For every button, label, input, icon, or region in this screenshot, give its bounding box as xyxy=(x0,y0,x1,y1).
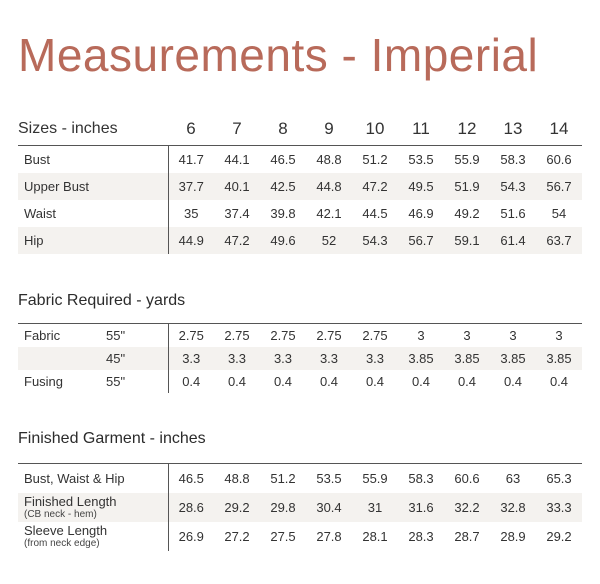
cell-value: 27.5 xyxy=(270,529,296,544)
cell-value: 2.75 xyxy=(168,324,214,348)
cell-value: 54 xyxy=(551,206,567,221)
cell-value: 51.2 xyxy=(352,146,398,174)
cell-value: 27.2 xyxy=(224,529,250,544)
table-row xyxy=(18,370,582,393)
cell-value: 53.5 xyxy=(398,146,444,174)
table-row xyxy=(18,522,582,551)
fabric-width: 45" xyxy=(106,347,168,370)
cell-value: 0.4 xyxy=(457,374,477,389)
cell-value: 3.3 xyxy=(214,347,260,370)
finished-heading: Finished Garment - inches xyxy=(18,430,206,447)
cell-value: 41.7 xyxy=(168,146,214,174)
row-label: Waist xyxy=(18,200,168,227)
size-header: 9 xyxy=(324,119,334,138)
cell-value: 51.2 xyxy=(260,464,306,494)
cell-value: 49.2 xyxy=(454,206,480,221)
table-row xyxy=(18,493,582,522)
cell-value: 49.5 xyxy=(398,173,444,200)
cell-value: 48.8 xyxy=(214,464,260,494)
cell-value: 35 xyxy=(184,206,199,221)
cell-value: 54.3 xyxy=(490,173,536,200)
cell-value: 39.8 xyxy=(270,206,296,221)
cell-value: 29.2 xyxy=(546,529,572,544)
cell-value: 29.8 xyxy=(260,493,306,522)
fabric-table xyxy=(18,323,582,393)
cell-value: 3.3 xyxy=(260,347,306,370)
cell-value: 32.2 xyxy=(444,493,490,522)
cell-value: 46.9 xyxy=(408,206,434,221)
cell-value: 61.4 xyxy=(490,227,536,254)
size-header: 10 xyxy=(365,119,385,138)
cell-value: 27.8 xyxy=(316,529,342,544)
cell-value: 0.4 xyxy=(503,374,523,389)
cell-value: 63 xyxy=(490,464,536,494)
cell-value: 49.6 xyxy=(260,227,306,254)
cell-value: 44.8 xyxy=(306,173,352,200)
cell-value: 48.8 xyxy=(306,146,352,174)
cell-value: 47.2 xyxy=(214,227,260,254)
table-row xyxy=(18,324,582,348)
cell-value: 37.4 xyxy=(224,206,250,221)
cell-value: 2.75 xyxy=(306,324,352,348)
cell-value: 0.4 xyxy=(319,374,339,389)
size-header: 6 xyxy=(186,119,196,138)
cell-value: 65.3 xyxy=(536,464,582,494)
row-label: Hip xyxy=(18,227,168,254)
cell-value: 46.5 xyxy=(168,464,214,494)
cell-value: 3.85 xyxy=(398,347,444,370)
size-header: 8 xyxy=(278,119,288,138)
cell-value: 53.5 xyxy=(306,464,352,494)
size-header: 11 xyxy=(412,119,430,138)
fabric-width: 55" xyxy=(106,324,168,348)
cell-value: 59.1 xyxy=(444,227,490,254)
row-label: Fabric xyxy=(18,324,106,348)
table-row xyxy=(18,464,582,494)
cell-value: 30.4 xyxy=(306,493,352,522)
cell-value: 3.85 xyxy=(536,347,582,370)
cell-value: 28.9 xyxy=(500,529,526,544)
fabric-heading: Fabric Required - yards xyxy=(18,292,186,309)
table-row xyxy=(18,227,582,254)
cell-value: 58.3 xyxy=(490,146,536,174)
cell-value: 51.6 xyxy=(500,206,526,221)
cell-value: 0.4 xyxy=(227,374,247,389)
row-label: Bust, Waist & Hip xyxy=(24,470,125,486)
size-header: 14 xyxy=(549,119,569,138)
cell-value: 60.6 xyxy=(444,464,490,494)
table-row xyxy=(18,146,582,174)
cell-value: 42.5 xyxy=(260,173,306,200)
row-sublabel: (CB neck - hem) xyxy=(24,509,97,520)
table-row xyxy=(18,173,582,200)
cell-value: 3 xyxy=(490,324,536,348)
cell-value: 37.7 xyxy=(168,173,214,200)
cell-value: 32.8 xyxy=(490,493,536,522)
cell-value: 3 xyxy=(444,324,490,348)
cell-value: 47.2 xyxy=(352,173,398,200)
table-row xyxy=(18,200,582,227)
cell-value: 42.1 xyxy=(316,206,342,221)
cell-value: 3.3 xyxy=(306,347,352,370)
sizes-table xyxy=(18,113,582,254)
cell-value: 3 xyxy=(398,324,444,348)
cell-value: 0.4 xyxy=(549,374,569,389)
page-title: Measurements - Imperial xyxy=(18,29,539,81)
finished-table xyxy=(18,463,582,551)
row-label: Upper Bust xyxy=(18,173,168,200)
cell-value: 3.3 xyxy=(168,347,214,370)
cell-value: 31.6 xyxy=(398,493,444,522)
cell-value: 44.9 xyxy=(168,227,214,254)
row-label: Sleeve Length xyxy=(24,523,108,538)
size-header: 7 xyxy=(232,119,242,138)
cell-value: 40.1 xyxy=(214,173,260,200)
cell-value: 51.9 xyxy=(444,173,490,200)
cell-value: 3 xyxy=(536,324,582,348)
cell-value: 58.3 xyxy=(398,464,444,494)
cell-value: 52 xyxy=(306,227,352,254)
cell-value: 0.4 xyxy=(273,374,293,389)
cell-value: 0.4 xyxy=(182,374,201,389)
cell-value: 60.6 xyxy=(536,146,582,174)
cell-value: 2.75 xyxy=(214,324,260,348)
row-label-cell xyxy=(18,493,168,522)
sizes-header-row xyxy=(18,113,582,146)
row-label: Finished Length xyxy=(24,494,117,509)
row-label: Fusing xyxy=(24,374,64,389)
cell-value: 29.2 xyxy=(214,493,260,522)
cell-value: 63.7 xyxy=(536,227,582,254)
cell-value: 56.7 xyxy=(398,227,444,254)
cell-value: 31 xyxy=(352,493,398,522)
cell-value: 0.4 xyxy=(365,374,385,389)
cell-value: 55.9 xyxy=(352,464,398,494)
table-row xyxy=(18,347,582,370)
cell-value: 3.85 xyxy=(490,347,536,370)
cell-value: 28.3 xyxy=(408,529,434,544)
cell-value: 46.5 xyxy=(260,146,306,174)
size-header: 12 xyxy=(457,119,477,138)
cell-value: 28.6 xyxy=(168,493,214,522)
row-label: Bust xyxy=(18,146,168,174)
sizes-header-label: Sizes - inches xyxy=(18,120,118,137)
cell-value: 3.3 xyxy=(352,347,398,370)
cell-value: 44.1 xyxy=(214,146,260,174)
cell-value: 44.5 xyxy=(362,206,388,221)
row-label-cell xyxy=(18,522,168,551)
cell-value: 56.7 xyxy=(536,173,582,200)
cell-value: 2.75 xyxy=(352,324,398,348)
cell-value: 0.4 xyxy=(411,374,431,389)
row-label-cell xyxy=(18,464,168,494)
cell-value: 3.85 xyxy=(444,347,490,370)
cell-value: 2.75 xyxy=(260,324,306,348)
cell-value: 55.9 xyxy=(444,146,490,174)
row-sublabel: (from neck edge) xyxy=(24,538,100,549)
row-label xyxy=(18,347,106,370)
cell-value: 28.1 xyxy=(362,529,388,544)
cell-value: 33.3 xyxy=(536,493,582,522)
cell-value: 26.9 xyxy=(178,529,204,544)
fabric-width: 55" xyxy=(106,370,168,393)
size-header: 13 xyxy=(503,119,523,138)
cell-value: 54.3 xyxy=(352,227,398,254)
cell-value: 28.7 xyxy=(454,529,480,544)
